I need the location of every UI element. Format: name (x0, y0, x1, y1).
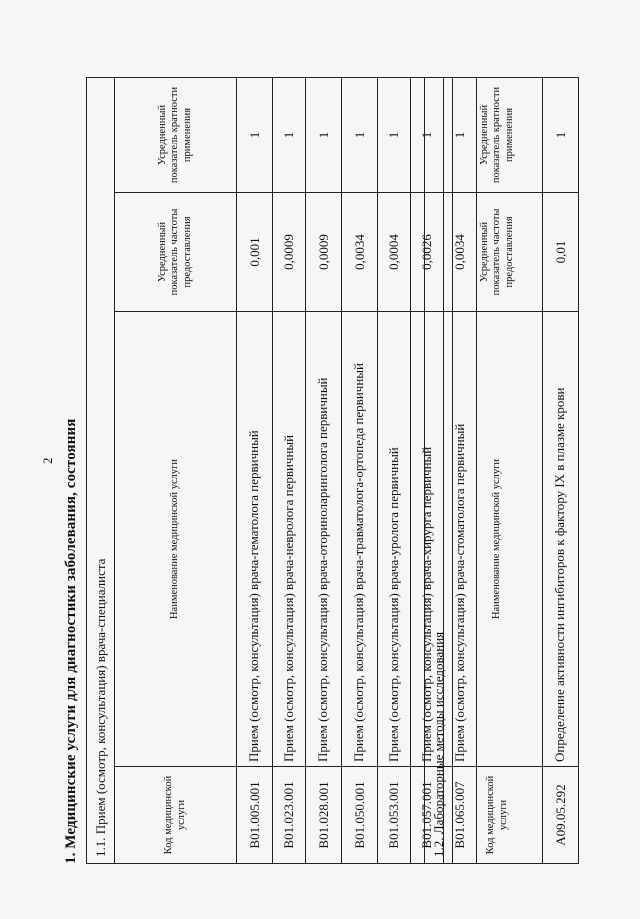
cell-code: B01.023.001 (273, 767, 306, 864)
table-row (273, 77, 306, 863)
page-number: 2 (40, 457, 55, 464)
cell-name: Прием (осмотр, консультация) врача-оториноларинголога первичный (306, 312, 342, 767)
cell-name: Прием (осмотр, консультация) врача-травматолога-ортопеда первичный (342, 312, 378, 767)
cell-frequency: 0,0009 (273, 193, 306, 312)
cell-name: Определение активности ингибиторов к фактору IX в плазме крови (543, 312, 579, 767)
cell-multiplicity: 1 (237, 77, 273, 192)
cell-name: Прием (осмотр, консультация) врача-невролога первичный (273, 312, 306, 767)
cell-frequency: 0,0004 (378, 193, 411, 312)
cell-name: Прием (осмотр, консультация) врача-стоматолога первичный (444, 312, 477, 767)
cell-frequency: 0,0026 (411, 193, 444, 312)
cell-code: B01.057.001 (411, 767, 444, 864)
cell-multiplicity: 1 (411, 77, 444, 192)
cell-code: B01.028.001 (306, 767, 342, 864)
table-row (306, 77, 342, 863)
cell-frequency: 0,0034 (444, 193, 477, 312)
table-laboratory (424, 77, 579, 864)
cell-multiplicity: 1 (444, 77, 477, 192)
table-row (342, 77, 378, 863)
cell-code: B01.065.007 (444, 767, 477, 864)
table-consultations (86, 77, 477, 864)
cell-code: B01.053.001 (378, 767, 411, 864)
cell-frequency: 0,0034 (342, 193, 378, 312)
cell-frequency: 0,001 (237, 193, 273, 312)
header-multiplicity: Усредненный показатель кратности применения (115, 77, 237, 192)
table2-subtitle: 1.2. Лабораторные методы исследования (425, 77, 453, 863)
cell-name: Прием (осмотр, консультация) врача-уролога первичный (378, 312, 411, 767)
table-row (543, 77, 579, 863)
header-multiplicity: Усредненный показатель кратности применения (453, 77, 543, 192)
header-frequency: Усредненный показатель частоты предоставления (115, 193, 237, 312)
table1-subtitle: 1.1. Прием (осмотр, консультация) врача-специалиста (87, 77, 115, 863)
cell-multiplicity: 1 (543, 77, 579, 192)
table-row (237, 77, 273, 863)
cell-name: Прием (осмотр, консультация) врача-хирурга первичный (411, 312, 444, 767)
header-frequency: Усредненный показатель частоты предоставления (453, 193, 543, 312)
header-code: Код медицинской услуги (115, 767, 237, 864)
cell-frequency: 0,0009 (306, 193, 342, 312)
table-row (378, 77, 411, 863)
header-name: Наименование медицинской услуги (115, 312, 237, 767)
cell-code: B01.050.001 (342, 767, 378, 864)
cell-code: A09.05.292 (543, 767, 579, 864)
header-name: Наименование медицинской услуги (453, 312, 543, 767)
cell-name: Прием (осмотр, консультация) врача-гематолога первичный (237, 312, 273, 767)
cell-code: B01.005.001 (237, 767, 273, 864)
cell-multiplicity: 1 (306, 77, 342, 192)
cell-multiplicity: 1 (378, 77, 411, 192)
cell-multiplicity: 1 (342, 77, 378, 192)
section-title: 1. Медицинские услуги для диагностики заболевания, состояния (63, 418, 79, 864)
cell-frequency: 0,01 (543, 193, 579, 312)
header-code: Код медицинской услуги (453, 767, 543, 864)
cell-multiplicity: 1 (273, 77, 306, 192)
